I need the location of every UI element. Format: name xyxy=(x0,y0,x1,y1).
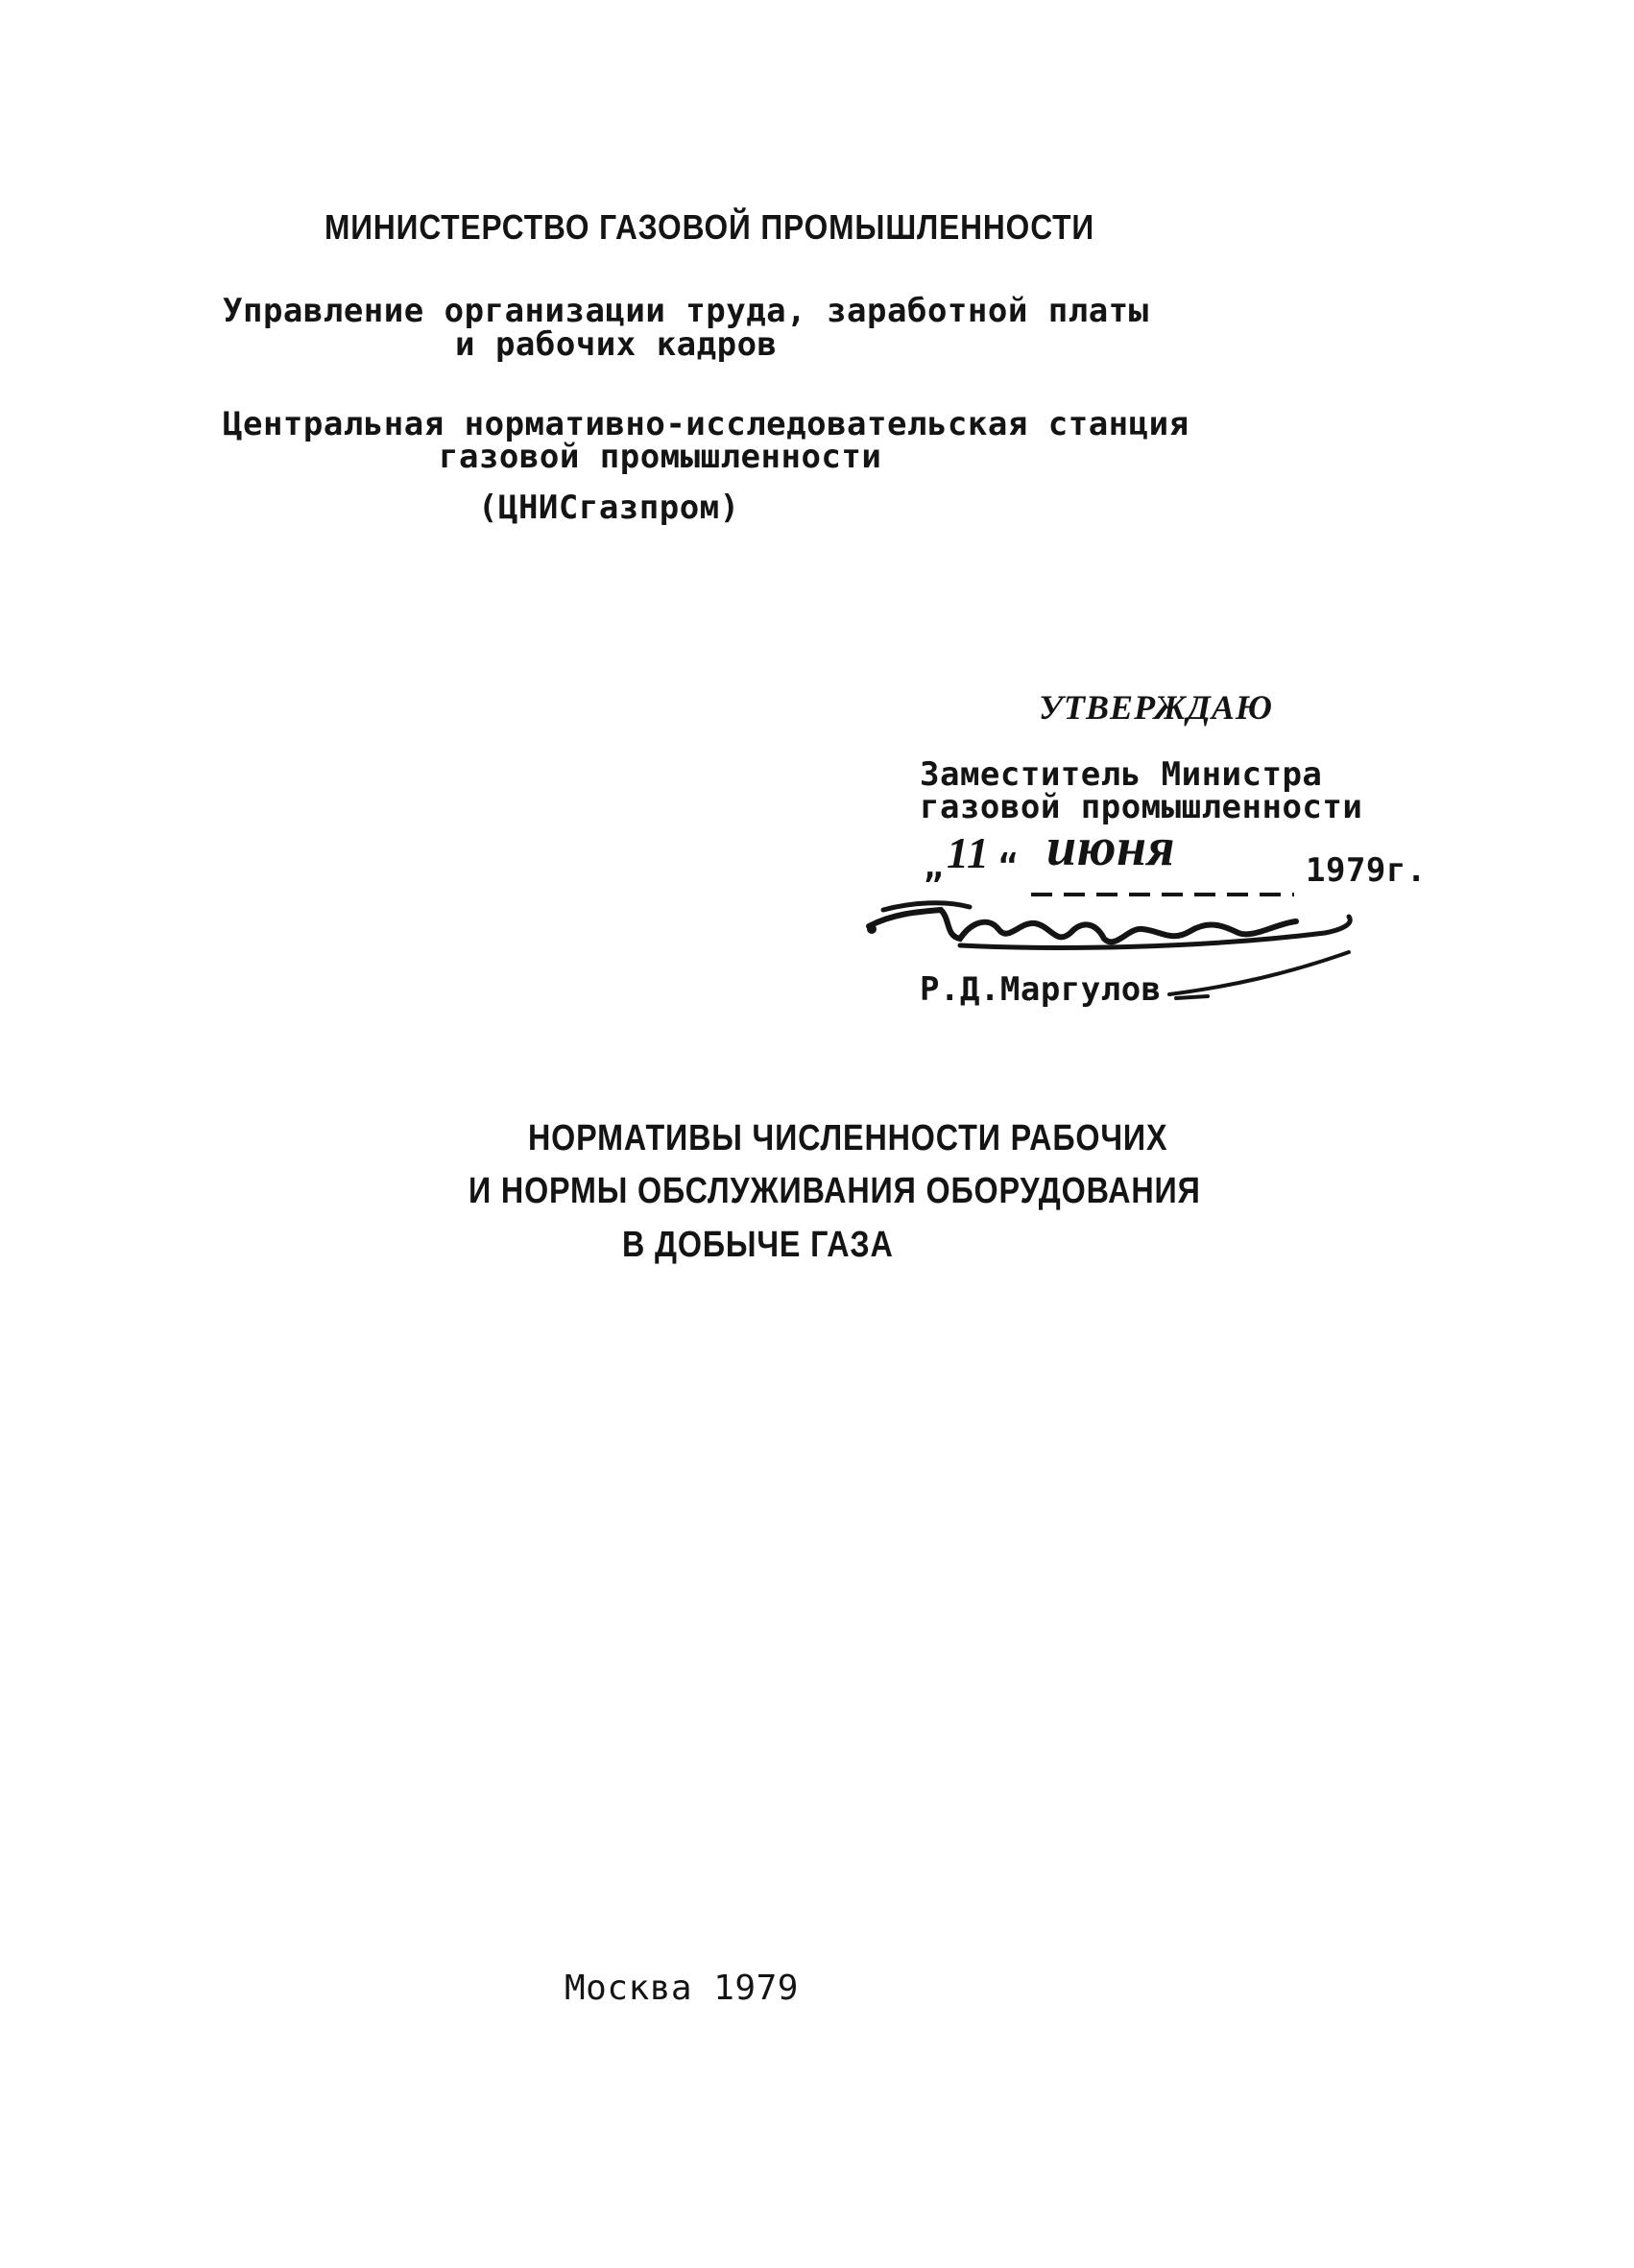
department-line-1: Управление организации труда, заработной платы xyxy=(223,292,1149,330)
station-line-2: газовой промышленности xyxy=(439,438,882,476)
place-and-year: Москва 1979 xyxy=(565,1969,799,2008)
station-abbreviation: (ЦНИСгазпром) xyxy=(478,489,740,527)
date-month: июня xyxy=(1046,818,1175,877)
date-close-quote: “ xyxy=(998,848,1019,886)
signatory-name: Р.Д.Маргулов xyxy=(920,970,1162,1009)
date-year: 1979г. xyxy=(1306,851,1427,890)
approver-position-line-2: газовой промышленности xyxy=(920,788,1363,826)
document-title-line-1: НОРМАТИВЫ ЧИСЛЕННОСТИ РАБОЧИХ xyxy=(528,1118,1168,1158)
ministry-heading: МИНИСТЕРСТВО ГАЗОВОЙ ПРОМЫШЛЕННОСТИ xyxy=(324,207,1095,247)
approver-position-line-1: Заместитель Министра xyxy=(920,755,1323,794)
document-title-line-3: В ДОБЫЧЕ ГАЗА xyxy=(622,1225,894,1265)
approval-stamp: УТВЕРЖДАЮ xyxy=(1039,688,1273,727)
station-line-1: Центральная нормативно-исследовательская станция xyxy=(223,405,1189,443)
document-title-line-2: И НОРМЫ ОБСЛУЖИВАНИЯ ОБОРУДОВАНИЯ xyxy=(469,1171,1201,1211)
date-open-quote: „ xyxy=(924,848,944,886)
date-day: 11 xyxy=(947,828,990,877)
department-line-2: и рабочих кадров xyxy=(455,325,778,364)
